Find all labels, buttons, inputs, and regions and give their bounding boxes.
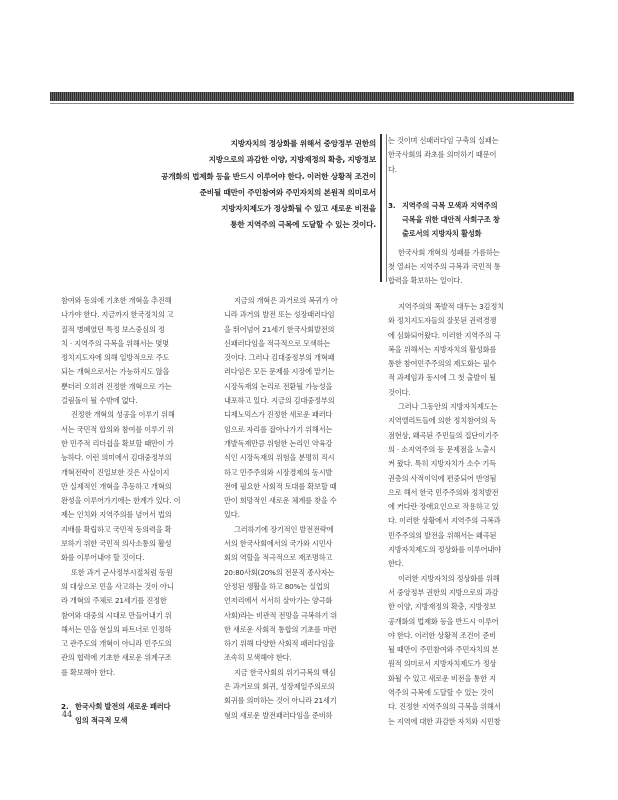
text-line: 이러한 지방자치의 정상화를 위해 [398,573,500,583]
text-line: 참여와 동의에 기초한 개혁을 추진해 [61,296,172,305]
text-line: 고 관주도의 개혁이 아니라 민주도의 [61,639,172,649]
text-line: 지역주의의 폭발적 대두는 3김정치 [398,302,504,311]
text-line: 지배를 확립하고 국민적 동의력을 확 [61,524,172,534]
text-line: 점현상, 왜곡된 주민들의 집단이기주 [388,430,499,440]
section-3-title-line: 극복을 위한 대안적 사회구조 창 [402,215,500,225]
text-line: 통한 참여민주주의의 제도화는 필수 [388,359,497,369]
section-3-number: 3. [388,200,396,210]
text-line: 라 개혁의 주체로 21세기를 진정한 [61,596,167,606]
pullquote [66,136,376,234]
pullquote-line: 통한 지역주의 극복에 도달할 수 있는 것이다. [230,220,376,230]
text-line: 식인 시장독재의 위험을 분명히 직시 [224,453,335,463]
text-line: 형의 새로운 발전패러다임을 준비하 [224,710,333,720]
section-2-number: 2. [61,702,69,712]
text-line: 뿐더러 오히려 진정한 개혁으로 가는 [61,381,172,391]
text-line: 다. 이러한 상황에서 지역주의 극복과 [388,516,501,526]
text-line: 그러하기에 장기적인 발전전략에 [234,524,334,534]
text-line: 조속히 모색해야 한다. [224,653,292,663]
text-line: 복을 위해서는 지방자치의 활성화를 [388,344,497,354]
text-line: 의 대상으로 민을 사고하는 것이 아니 [61,581,174,591]
text-line: 다. 진정한 지역주의의 극복을 위해서 [388,702,501,712]
text-line: 질적 병폐였던 특정 보스중심의 정 [61,324,165,334]
text-line: 참여와 대중의 시대로 만들어내기 위 [61,610,172,620]
pullquote-line: 지방으로의 과감한 이양, 지방재정의 확충, 지방정보 [208,155,376,165]
text-line: 으로 해서 한국 민주주의와 정치발전 [388,487,499,497]
text-line: 한국사회의 좌초를 의미하기 때문이 [388,150,497,160]
text-line: 있다. [224,510,240,520]
left-column [61,294,209,733]
text-line: 를 확보해야 한다. [61,667,115,677]
text-line: 회의 역할을 적극적으로 재조명하고 [224,553,333,563]
text-line: 그러나 그동안의 지방자치제도는 [398,402,498,412]
text-line: 화될 수 있고 새로운 비전을 통한 지 [388,673,496,683]
text-line: 러다임은 모든 문제를 시장에 맡기는 [224,367,335,377]
text-line: 은 과거로의 회귀, 성장제일주의로의 [224,682,335,692]
text-line: 원적 의미로서 지방자치제도가 정상 [388,659,497,669]
text-line: 될 때만이 주민참여와 주민자치의 본 [388,645,499,655]
text-line: 는 지역에 대한 과감한 자치와 시민참 [388,716,501,726]
text-line: 만이 희망적인 새로운 체계를 찾을 수 [224,496,337,506]
pullquote-line: 지방자치제도가 정상화될 수 있고 새로운 비전을 [221,204,376,214]
text-line: 임으로 자리를 잡아나가기 위해서는 [224,424,333,434]
text-line: 지금의 개혁은 과거로의 복귀가 아 [234,296,338,305]
section-2-title-line: 한국사회 발전의 새로운 패러다 [75,702,171,712]
text-line: 지방자치제도의 정상화를 이루어내야 [388,545,501,555]
pullquote-line: 지방자치의 정상화를 위해서 중앙정부 권한의 [230,139,376,148]
text-line: 완성을 이루어가기에는 한계가 있다. 이 [61,496,181,506]
text-line: 화를 이루어내야 할 것이다. [61,553,145,563]
pullquote-line: 준비될 때만이 주민참여와 주민자치의 본원적 의미로서 [199,187,376,197]
text-line: 한다. [388,559,404,569]
text-line: 관의 협력에 기초한 새로운 위계구조 [61,653,172,663]
text-line: 다. [388,164,397,174]
pullquote-divider-thick [380,134,382,282]
header-rule-line [50,103,574,104]
text-line: 하기 위해 다양한 사회적 패러다임을 [224,639,335,649]
text-line: 는 것이며 신패러다임 구축의 실패는 [388,136,499,145]
text-line: 역주의 극복에 도달할 수 있는 것이 [388,688,494,698]
text-line: 서의 한국사회에서의 국가와 시민사 [224,539,333,549]
text-line: 을 뛰어넘어 21세기 한국사회발전의 [224,324,335,334]
text-line: 의 · 소지역주의 등 문제점을 노출시 [388,444,496,454]
pullquote-divider-thin [386,134,387,282]
section-3-title-line: 지역주의 극복 모색과 지역주의 [402,200,498,210]
text-line: 사회)라는 비관적 전망을 극복하기 위 [224,610,338,620]
text-line: 진정한 개혁의 성공을 이루기 위해 [71,410,175,420]
text-line: 능하다. 이런 의미에서 김대중정부의 [61,453,172,463]
text-line: 에 커다란 장애요인으로 작용하고 있 [388,502,499,512]
text-line: 회귀를 의미하는 것이 아니라 21세기 [224,696,337,706]
text-line: 니라 과거의 발전 또는 성장패러다임 [224,310,335,320]
text-line: 것이다. [388,387,411,397]
text-line: 만 실제적인 개혁을 추동하고 개혁의 [61,481,172,491]
text-line: 정치지도자에 의해 일방적으로 주도 [61,353,170,363]
text-line: 20:80사회(20%의 전문직 종사자는 [224,567,335,577]
text-line: 켜 왔다. 특히 지방자치가 소수 기득 [388,459,496,469]
text-line: 지역엘리트들에 의한 정치참여의 독 [388,416,497,426]
right-column-top [388,134,538,289]
pullquote-line: 공개화의 법제화 등을 반드시 이루어야 한다. 이러한 상황적 조건이 [161,171,376,181]
section-2-heading [61,700,209,729]
text-line: 신패러다임을 적극적으로 모색하는 [224,338,331,348]
right-column [388,300,538,729]
text-line: 하고 민주주의와 시장경제의 동시발 [224,467,333,477]
text-line: 해서는 민을 현실의 파트너로 인정하 [61,624,172,634]
text-line: 전에 필요한 사회적 토대를 확보할 때 [224,481,337,491]
text-line: 민주주의의 발전을 위해서는 왜곡된 [388,530,497,540]
text-line: 권층의 사적이익에 편중되어 반영됨 [388,473,497,483]
page-number: 44 [62,710,73,719]
section-2-title-line: 임의 적극적 모색 [75,716,128,726]
text-line: 에 심화되어왔다. 이러한 지역주의 극 [388,330,501,340]
text-line: 한 민주적 리더쉽을 확보할 때만이 가 [61,438,174,448]
text-line: 야 한다. 이러한 상황적 조건이 준비 [388,630,496,640]
text-line: 것이다. 그러나 김대중정부의 개혁패 [224,353,335,363]
text-line: 제는 인치와 지역주의를 넘어서 법의 [61,510,172,520]
text-line: 치 · 지역주의 극복을 위해서는 몇몇 [61,338,169,348]
text-line: 서는 국민적 합의와 참여를 이루기 위 [61,424,174,434]
text-line: 개혁전략이 진일보한 것은 사실이지 [61,467,170,477]
text-line: 개발독재만큼 위험한 논리인 약육강 [224,438,333,448]
text-line: 안정된 생활을 하고 80%는 실업의 [224,581,330,591]
text-line: 와 정치지도자들의 잘못된 권력경쟁 [388,316,497,326]
text-line: 걸림돌이 될 수밖에 없다. [61,396,138,406]
text-line: 합력을 확보하는 일이다. [388,276,463,286]
header-rule-bar [50,92,574,101]
text-line: 첫 열쇠는 지역주의 극복과 국민적 통 [388,262,501,272]
text-line: 내포하고 있다. 지금의 김대중정부의 [224,396,335,406]
section-3-heading [388,199,538,242]
middle-column [224,294,372,723]
section-3-title-line: 출로서의 지방자치 활성화 [402,229,482,239]
text-line: 한 새로운 사회적 통합의 기초를 마련 [224,624,337,634]
text-line: 지금 한국사회의 위기극복의 핵심 [234,667,336,677]
text-line: 한국사회 개혁의 성패를 가름하는 [398,247,500,257]
text-line: 디제노믹스가 진정한 새로운 패러다 [224,410,333,420]
text-line: 공개화의 법제화 등을 반드시 이루어 [388,616,499,626]
text-line: 또한 과거 군사정부시절처럼 동원 [71,567,173,577]
text-line: 한 이양, 지방재정의 확충, 지방정보 [388,602,496,612]
text-line: 적 과제임과 동시에 그 첫 출발이 될 [388,373,496,383]
text-line: 되는 개혁으로서는 가능하지도 않을 [61,367,170,377]
text-line: 서 중앙정부 권한의 지방으로의 과감 [388,587,499,597]
text-line: 보하기 위한 국민적 의사소통의 활성 [61,539,172,549]
text-line: 시장독재의 논리로 전환될 가능성을 [224,381,333,391]
text-line: 나가야 한다. 지금까지 한국정치의 고 [61,310,174,320]
text-line: 언저리에서 서서히 살아가는 양극화 [224,596,333,606]
